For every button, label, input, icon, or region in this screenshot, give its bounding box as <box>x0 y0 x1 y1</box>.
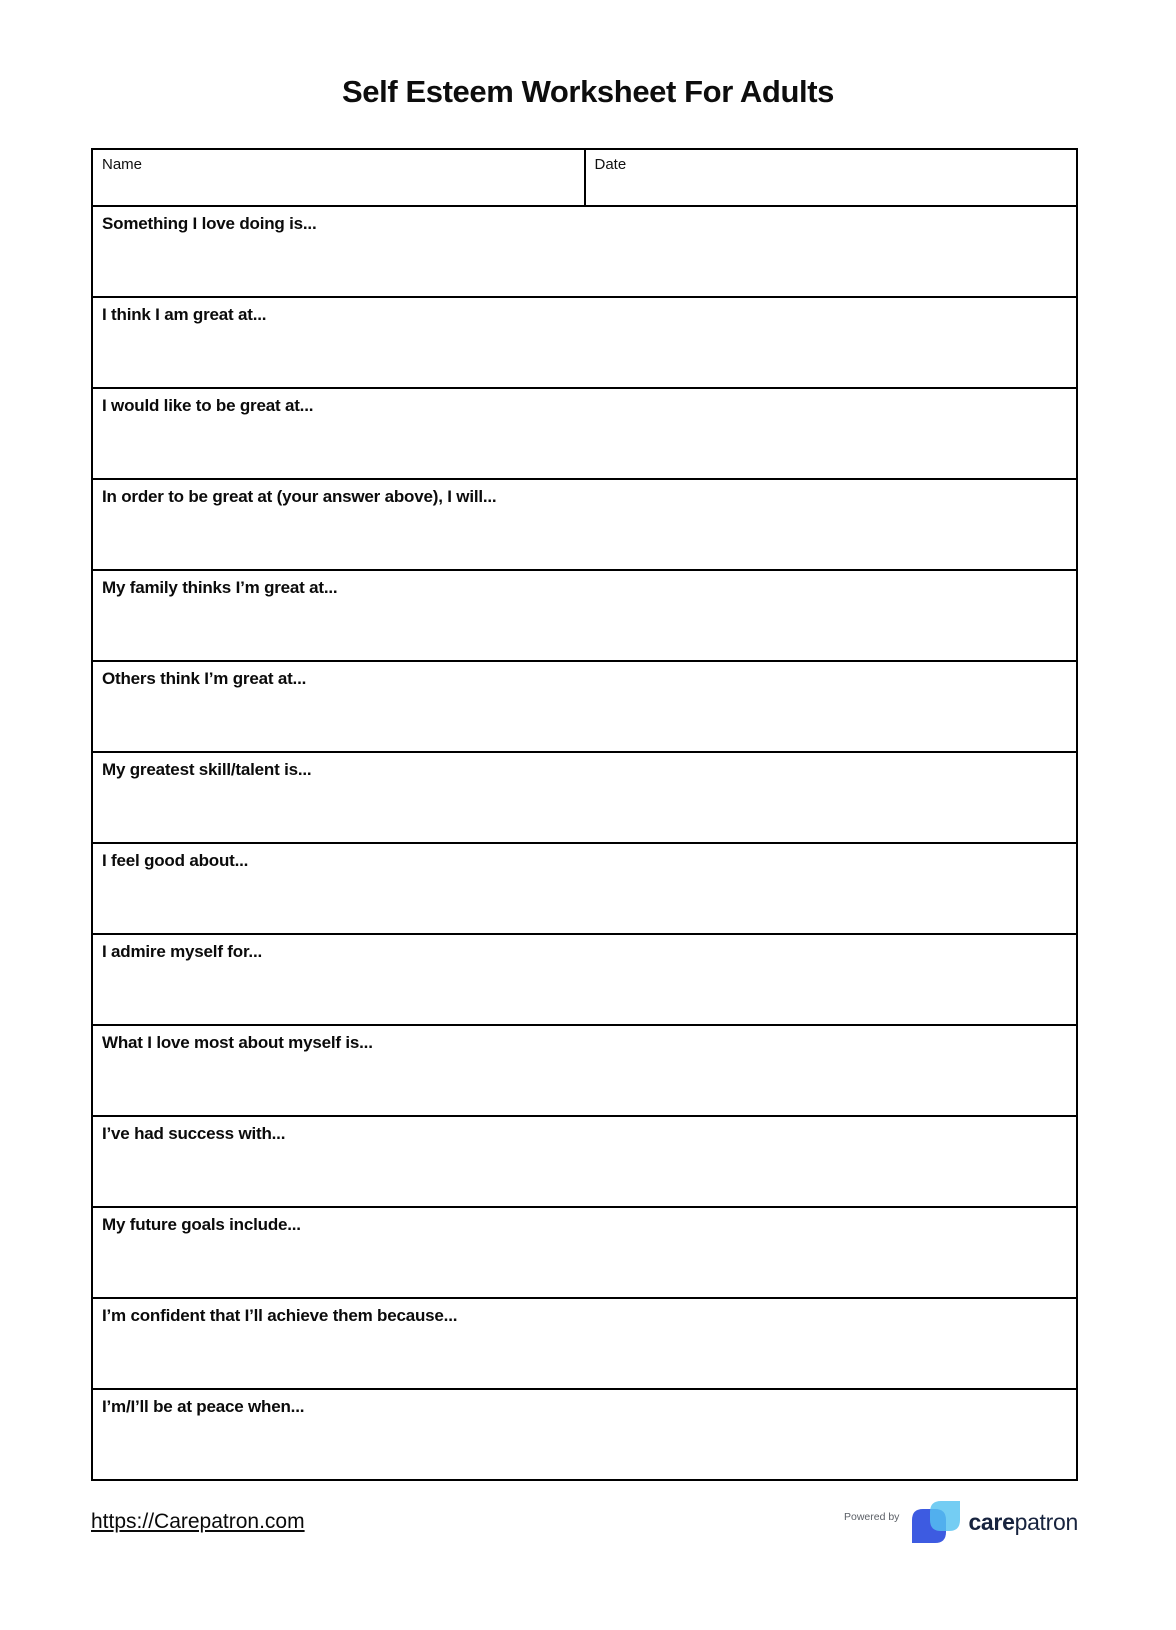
prompt-row <box>93 1390 1076 1479</box>
prompt-label: I would like to be great at... <box>102 396 314 415</box>
prompt-label: I feel good about... <box>102 851 249 870</box>
prompt-row <box>93 1117 1076 1208</box>
prompt-row <box>93 571 1076 662</box>
answer-area[interactable] <box>102 962 1067 1020</box>
prompt-label: My future goals include... <box>102 1215 301 1234</box>
answer-area[interactable] <box>102 416 1067 474</box>
answer-area[interactable] <box>102 780 1067 838</box>
prompt-label: In order to be great at (your answer above), I will... <box>102 487 497 506</box>
prompt-row <box>93 844 1076 935</box>
prompt-label: I admire myself for... <box>102 942 262 961</box>
logo-light-bubble <box>930 1501 960 1531</box>
prompt-row <box>93 1299 1076 1390</box>
answer-area[interactable] <box>102 598 1067 656</box>
prompt-row <box>93 753 1076 844</box>
prompt-label: I think I am great at... <box>102 305 267 324</box>
worksheet-table <box>91 148 1078 1481</box>
carepatron-logo-icon <box>910 1501 962 1543</box>
prompt-label: My family thinks I’m great at... <box>102 578 338 597</box>
answer-area[interactable] <box>102 689 1067 747</box>
footer <box>91 1501 1078 1543</box>
prompt-label: I’ve had success with... <box>102 1124 286 1143</box>
answer-area[interactable] <box>102 1235 1067 1293</box>
powered-by-label: Powered by <box>843 1511 900 1523</box>
prompt-label: What I love most about myself is... <box>102 1033 373 1052</box>
answer-area[interactable] <box>102 507 1067 565</box>
prompt-rows <box>93 207 1076 1479</box>
date-label: Date <box>594 156 627 173</box>
brand-patron: patron <box>1014 1508 1078 1535</box>
page-title: Self Esteem Worksheet For Adults <box>342 74 834 109</box>
prompt-row <box>93 389 1076 480</box>
name-date-row <box>93 150 1076 207</box>
carepatron-link[interactable]: https://Carepatron.com <box>91 1510 305 1533</box>
powered-by-block <box>844 1501 1078 1543</box>
answer-area[interactable] <box>102 1053 1067 1111</box>
date-field[interactable] <box>586 150 1077 205</box>
prompt-row <box>93 480 1076 571</box>
prompt-row <box>93 207 1076 298</box>
prompt-label: I’m/I’ll be at peace when... <box>102 1397 305 1416</box>
prompt-label: I’m confident that I’ll achieve them because... <box>102 1306 458 1325</box>
answer-area[interactable] <box>102 1144 1067 1202</box>
date-input-area[interactable] <box>595 173 1068 199</box>
prompt-label: Something I love doing is... <box>102 214 317 233</box>
prompt-row <box>93 1026 1076 1117</box>
answer-area[interactable] <box>102 325 1067 383</box>
prompt-label: My greatest skill/talent is... <box>102 760 312 779</box>
prompt-row <box>93 935 1076 1026</box>
name-input-area[interactable] <box>102 173 575 199</box>
prompt-row <box>93 298 1076 389</box>
answer-area[interactable] <box>102 871 1067 929</box>
prompt-row <box>93 662 1076 753</box>
brand-care: care <box>968 1508 1015 1535</box>
prompt-label: Others think I’m great at... <box>102 669 307 688</box>
answer-area[interactable] <box>102 1326 1067 1384</box>
answer-area[interactable] <box>102 234 1067 292</box>
name-field[interactable] <box>93 150 586 205</box>
answer-area[interactable] <box>102 1417 1067 1475</box>
brand-wordmark <box>968 1509 1078 1536</box>
name-label: Name <box>102 156 143 173</box>
prompt-row <box>93 1208 1076 1299</box>
